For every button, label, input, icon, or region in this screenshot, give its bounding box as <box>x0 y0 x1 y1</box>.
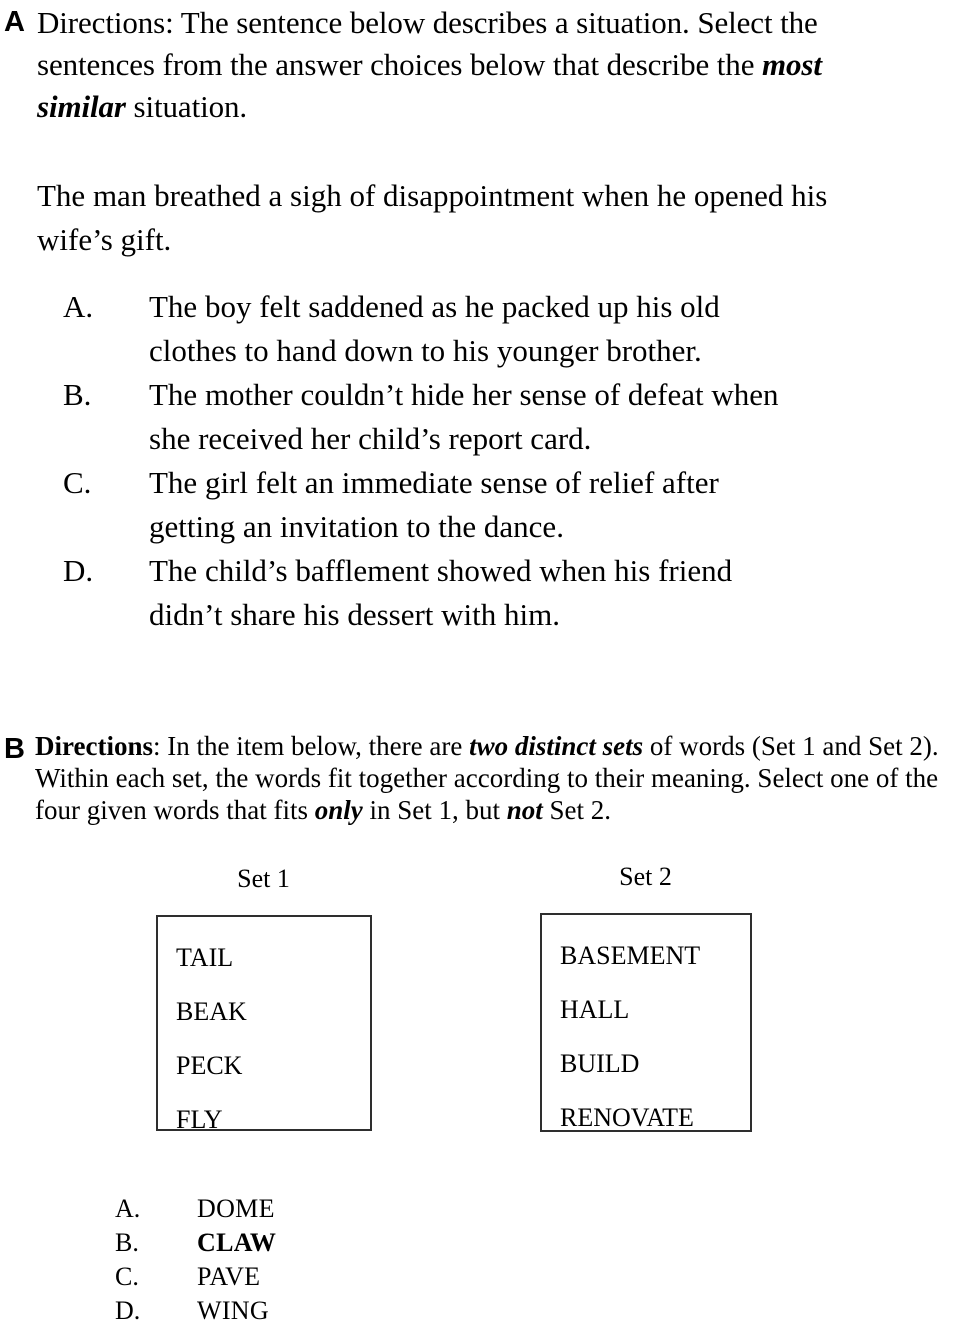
choice-row[interactable] <box>63 549 863 637</box>
choice-text: DOME <box>197 1194 275 1223</box>
choice-letter: C. <box>115 1262 139 1291</box>
text-run-7: Set 2. <box>542 795 612 825</box>
set-1-box <box>156 915 372 1134</box>
set-word: BASEMENT <box>560 941 701 970</box>
choice-letter: D. <box>115 1296 141 1325</box>
text-run-0: Directions: The sentence below describes a situation. Select the sentences from the answer choices below that describe the <box>37 5 818 82</box>
choice-letter: B. <box>63 377 92 412</box>
text-run-2: two distinct sets <box>469 731 644 761</box>
set-1-label: Set 1 <box>237 864 290 893</box>
choice-text: WING <box>197 1296 269 1325</box>
set-word: BEAK <box>176 997 247 1026</box>
section-b-directions <box>35 730 953 826</box>
set-2-box <box>540 913 752 1132</box>
choice-row[interactable] <box>115 1192 535 1226</box>
choice-row[interactable] <box>115 1260 535 1294</box>
set-2-label: Set 2 <box>619 862 672 891</box>
text-run-3: of words (Set 1 and Set 2). Within each set, the words fit together according to their meaning. Select one of the four given words that fits <box>35 731 939 825</box>
section-marker-b: B <box>4 733 25 765</box>
choice-letter: C. <box>63 465 92 500</box>
text-run-2: situation. <box>125 89 248 124</box>
choice-text: The child’s bafflement showed when his friend didn’t share his dessert with him. <box>149 553 733 632</box>
set-1-word-list <box>158 917 370 1147</box>
set-word: TAIL <box>176 943 234 972</box>
choice-letter: A. <box>115 1194 141 1223</box>
choice-text: PAVE <box>197 1262 261 1291</box>
choice-row[interactable] <box>63 285 863 373</box>
choice-text: CLAW <box>197 1228 277 1257</box>
choice-row[interactable] <box>115 1294 535 1328</box>
choice-text: The boy felt saddened as he packed up his old clothes to hand down to his younger brother. <box>149 289 720 368</box>
set-2-word-list <box>542 915 750 1145</box>
section-b-choices <box>115 1192 535 1328</box>
text-run-1: : In the item below, there are <box>152 731 470 761</box>
set-word: PECK <box>176 1051 243 1080</box>
section-a-directions <box>37 2 917 128</box>
choice-letter: A. <box>63 289 94 324</box>
text-run-5: in Set 1, but <box>362 795 507 825</box>
choice-letter: B. <box>115 1228 139 1257</box>
section-marker-a: A <box>4 6 25 38</box>
set-word: BUILD <box>560 1049 640 1078</box>
choice-text: The mother couldn’t hide her sense of defeat when she received her child’s report card. <box>149 377 779 456</box>
choice-letter: D. <box>63 553 94 588</box>
choice-text: The girl felt an immediate sense of relief after getting an invitation to the dance. <box>149 465 719 544</box>
text-run-4: only <box>314 795 363 825</box>
text-run-0: Directions <box>35 731 153 761</box>
text-run-6: not <box>506 795 543 825</box>
section-a-stem: The man breathed a sigh of disappointment when he opened his wife’s gift. <box>37 178 828 257</box>
section-a-choices <box>63 285 863 637</box>
set-word: RENOVATE <box>560 1103 694 1132</box>
set-word: FLY <box>176 1105 223 1134</box>
choice-row[interactable] <box>115 1226 535 1260</box>
choice-row[interactable] <box>63 461 863 549</box>
choice-row[interactable] <box>63 373 863 461</box>
text-run-1: most similar <box>37 47 822 124</box>
set-word: HALL <box>560 995 630 1024</box>
